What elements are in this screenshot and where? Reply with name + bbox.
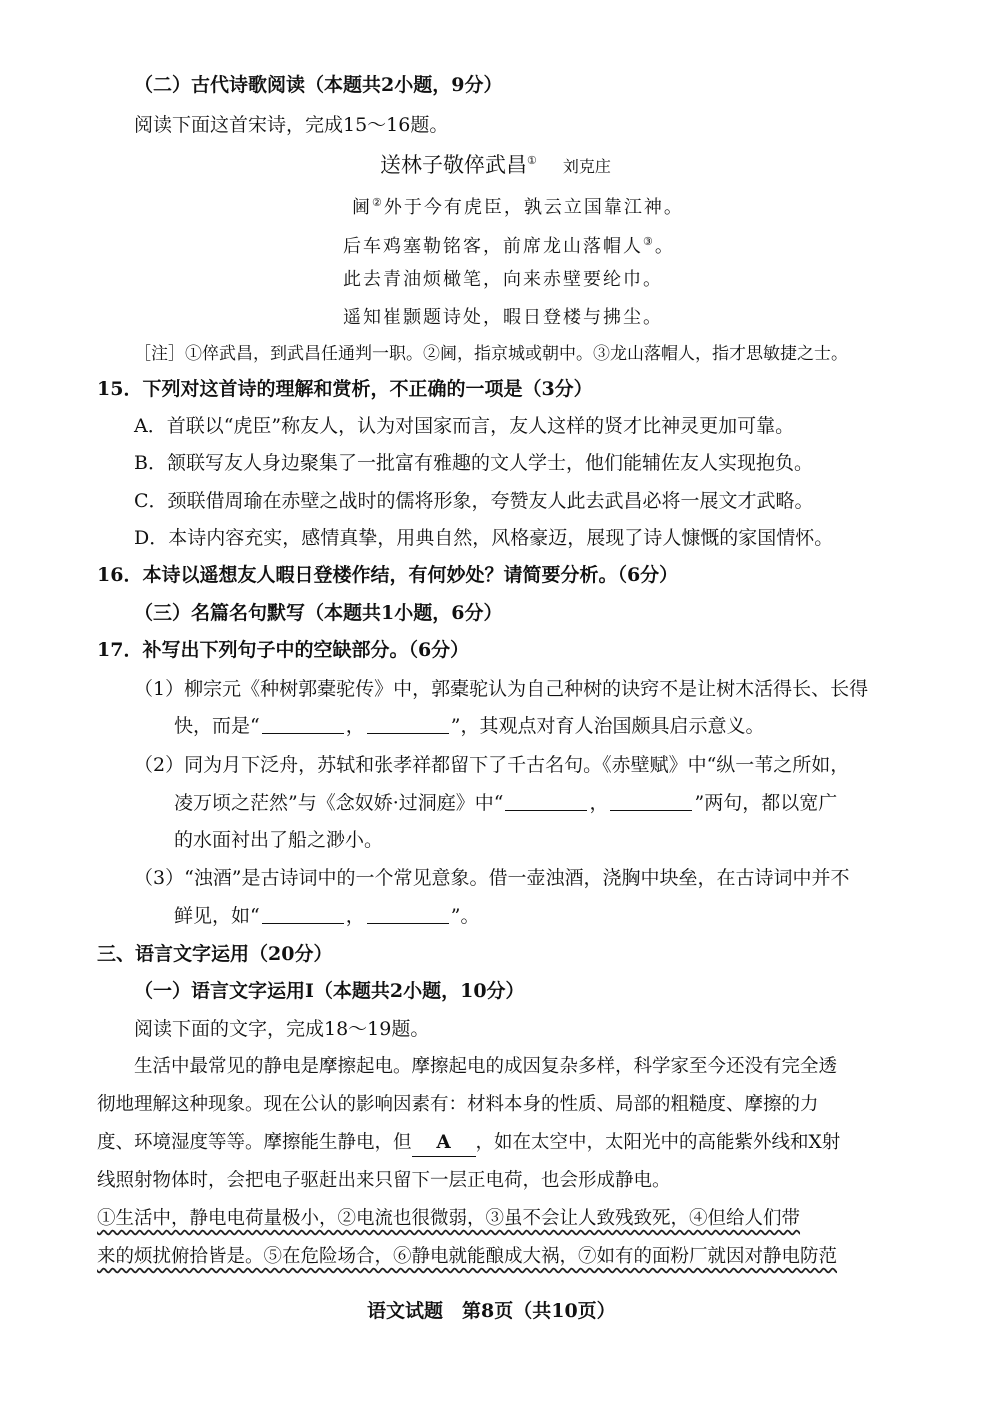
- question-17-part-3: （3）“浊酒”是古诗词中的一个常见意象。借一壶浊酒，浇胸中块垒，在古诗词中并不: [134, 867, 850, 889]
- poem-author: 刘克庄: [562, 157, 611, 176]
- poem-line: [343, 229, 675, 260]
- underlined-passage-line: ①生活中，静电电荷量极小，②电流也很微弱，③虽不会让人致残致死，④但给人们带: [97, 1208, 801, 1229]
- page-footer: 语文试题 第8页（共10页）: [367, 1300, 616, 1322]
- question-15-stem: 15．下列对这首诗的理解和赏析，不正确的一项是（3分）: [97, 378, 593, 400]
- passage-line: 生活中最常见的静电是摩擦起电。摩擦起电的成因复杂多样，科学家至今还没有完全透: [134, 1056, 838, 1077]
- poem-title: [380, 148, 611, 180]
- blank-a: A: [412, 1130, 476, 1157]
- question-17-part-2-end: 的水面衬出了船之渺小。: [174, 829, 384, 851]
- text: ”两句，都以宽广: [694, 792, 838, 814]
- question-17-part-1-cont: [174, 713, 764, 739]
- answer-blank: [262, 715, 344, 734]
- text: ，: [345, 905, 365, 927]
- poem-line: 遥知崔颢题诗处，暇日登楼与拂尘。: [343, 307, 663, 328]
- answer-blank: [367, 715, 449, 734]
- question-15-option-b: B．颔联写友人身边聚集了一批富有雅趣的文人学士，他们能辅佐友人实现抱负。: [134, 452, 813, 474]
- poem-title-text: 送林子敬倅武昌: [380, 153, 527, 177]
- question-17-part-2: （2）同为月下泛舟，苏轼和张孝祥都留下了千古名句。《赤壁赋》中“纵一苇之所如，: [134, 754, 850, 776]
- text: ，: [589, 792, 609, 814]
- poem-text: 阃: [352, 197, 372, 218]
- answer-blank: [367, 905, 449, 924]
- question-17-stem: 17．补写出下列句子中的空缺部分。（6分）: [97, 639, 470, 661]
- text: ，如在太空中，太阳光中的高能紫外线和X射: [475, 1132, 841, 1153]
- poem-text: 后车鸡塞勒铭客，前席龙山落帽人: [343, 236, 643, 257]
- passage-line: [97, 1130, 840, 1157]
- poetry-intro: 阅读下面这首宋诗，完成15～16题。: [134, 114, 449, 136]
- language-intro: 阅读下面的文字，完成18～19题。: [134, 1018, 430, 1040]
- question-15-option-d: D．本诗内容充实，感情真挚，用典自然，风格豪迈，展现了诗人慷慨的家国情怀。: [134, 527, 834, 549]
- poem-text: 。: [654, 236, 675, 257]
- answer-blank: [262, 905, 344, 924]
- text: 凌万顷之茫然”与《念奴娇·过洞庭》中“: [174, 792, 504, 814]
- question-17-part-1: （1）柳宗元《种树郭橐驼传》中，郭橐驼认为自己种树的诀窍不是让树木活得长、长得: [134, 678, 869, 700]
- question-15-option-c: C．颈联借周瑜在赤壁之战时的儒将形象，夸赞友人此去武昌必将一展文才武略。: [134, 490, 814, 512]
- question-16-stem: 16．本诗以遥想友人暇日登楼作结，有何妙处？请简要分析。（6分）: [97, 564, 679, 586]
- poem-text: 外于今有虎臣，孰云立国靠江神。: [383, 197, 684, 218]
- section-heading-poetry: （二）古代诗歌阅读（本题共2小题，9分）: [134, 74, 503, 96]
- footnote-marker: ①: [527, 154, 537, 167]
- text: 度、环境湿度等等。摩擦能生静电，但: [97, 1132, 412, 1153]
- section-heading-recitation: （三）名篇名句默写（本题共1小题，6分）: [134, 602, 503, 624]
- text: 快，而是“: [174, 715, 260, 737]
- passage-line: 线照射物体时，会把电子驱赶出来只留下一层正电荷，也会形成静电。: [97, 1170, 671, 1191]
- answer-blank: [505, 792, 587, 811]
- passage-line: 彻地理解这种现象。现在公认的影响因素有：材料本身的性质、局部的粗糙度、摩擦的力: [97, 1094, 819, 1115]
- poem-line: [352, 190, 684, 221]
- answer-blank: [610, 792, 692, 811]
- text: 鲜见，如“: [174, 905, 260, 927]
- part-heading-language: 三、语言文字运用（20分）: [97, 943, 333, 965]
- footnote-marker: ③: [643, 235, 655, 248]
- poem-line: 此去青油烦橄笔，向来赤壁要纶巾。: [343, 269, 663, 290]
- underlined-passage-line: 来的烦扰俯拾皆是。⑤在危险场合，⑥静电就能酿成大祸，⑦如有的面粉厂就因对静电防范: [97, 1246, 838, 1267]
- text: ”。: [450, 905, 480, 927]
- footnote-marker: ②: [372, 196, 384, 209]
- question-17-part-2-cont: [174, 790, 837, 816]
- poem-notes: ［注］①倅武昌，到武昌任通判一职。②阃，指京城或朝中。③龙山落帽人，指才思敏捷之士。: [134, 344, 848, 364]
- section-heading-language-1: （一）语言文字运用Ⅰ（本题共2小题，10分）: [134, 980, 525, 1002]
- text: ，: [345, 715, 365, 737]
- text: ”，其观点对育人治国颇具启示意义。: [450, 715, 765, 737]
- question-15-option-a: A．首联以“虎臣”称友人，认为对国家而言，友人这样的贤才比神灵更加可靠。: [134, 415, 795, 437]
- question-17-part-3-cont: [174, 903, 479, 929]
